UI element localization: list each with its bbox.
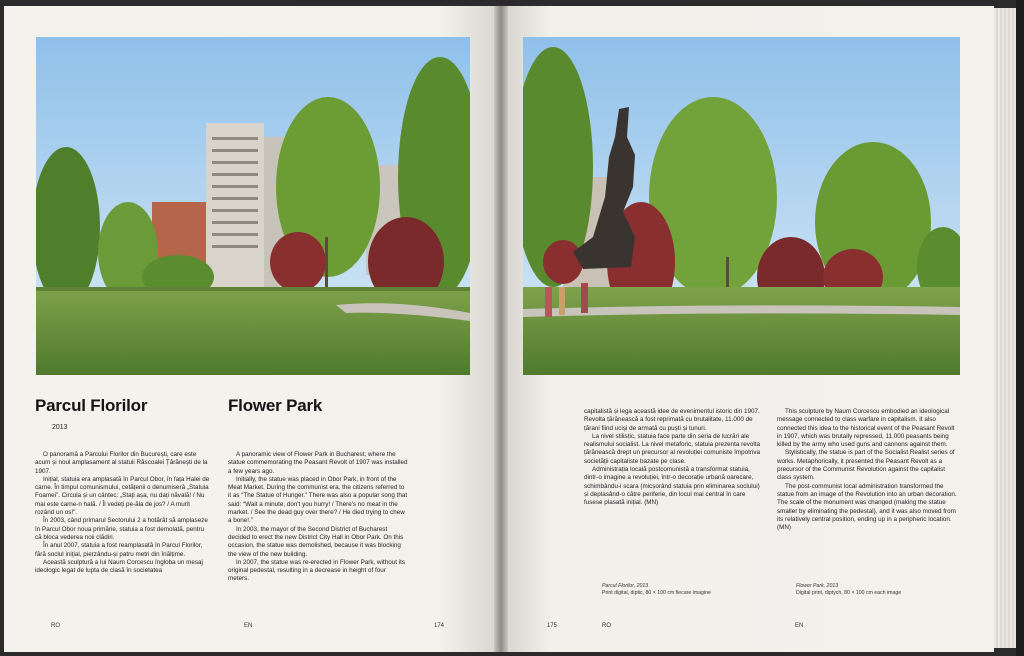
paragraph: Această sculptură a lui Naum Corcescu îngloba un mesaj ideologic legat de lupta de clasă în societatea <box>35 558 203 575</box>
park-photo-right <box>523 37 960 375</box>
title-en: Flower Park <box>228 396 323 415</box>
caption-en <box>796 583 946 596</box>
footer-ro-label: RO <box>602 623 611 629</box>
caption-ro <box>602 583 752 596</box>
paragraph: This sculpture by Naum Corcescu embodied an ideological message connected to class warfare in capitalism. It also connected this idea to the historical event of the Peasant Revolt in 1907, which was brutally repressed, 11.000 peasants being killed by the army who used guns and cannons against them. <box>777 408 955 449</box>
park-photo-left <box>36 37 470 375</box>
caption-title: Flower Park, 2013 <box>796 583 839 589</box>
paragraph: Stylistically, the statue is part of the Socialist Realist series of works. Metaphorically, it presented the Peasant Revolt as a precursor of the Communist Revolution against the capitalist class system. <box>777 449 955 482</box>
paragraph: Administrația locală postcomunistă a transformat statuia, dintr-o imagine a revoluției, într-o decorație urbană oarecare, schimbându-i scara (micșorând statuia prin eliminarea soclului) și deplasând-o către periferie, din locul mai central în care fusese plasată inițial. (MN) <box>584 466 760 507</box>
text-column-ro-right <box>584 408 762 508</box>
left-page <box>4 6 500 652</box>
book-cover-edge <box>1016 0 1024 656</box>
paragraph: În 2003, când primarul Sectorului 2 a hotărât să amplaseze în Parcul Obor noua primărie, statuia a fost demolată, pentru că bloca vederea noii clădiri. <box>35 517 208 541</box>
page-number-left: 174 <box>434 623 445 629</box>
text-column-en-right <box>777 408 957 532</box>
page-number-right: 175 <box>547 623 558 629</box>
right-page <box>502 6 994 652</box>
text-column-en-left <box>228 451 408 584</box>
footer-ro-label: RO <box>51 623 60 629</box>
caption-text: Print digital, diptic, 80 × 100 cm fiecare imagine <box>602 589 711 596</box>
text-column-ro-left <box>35 451 210 575</box>
paragraph: A panoramic view of Flower Park in Bucharest, where the statue commemorating the Peasant Revolt of 1907 was installed a few years ago. <box>228 451 408 475</box>
year-label: 2013 <box>52 424 68 431</box>
paragraph: In 2007, the statue was re-erected in Flower Park, without its original pedestal, resulting in a decrease in height of four meters. <box>228 558 406 583</box>
paragraph: capitalistă și lega această idee de evenimentul istoric din 1907. Revolta țărănească a fost reprimată cu brutalitate, 11.000 de țărani fiind uciși de armată cu puști și tunuri. <box>584 408 760 432</box>
paragraph: In 2003, the mayor of the Second District of Bucharest decided to erect the new District City Hall in Obor Park. On this occasion, the statue was demolished, because it was blocking the view of the new building. <box>228 525 404 558</box>
paragraph: Inițial, statuia era amplasată în Parcul Obor, în fața Halei de carne. În timpul comunismului, cetățenii o denumiseră „Statuia Foamei”. Circula și un cântec: „Stați așa, nu dați năvală! / Nu mai este carne-n hală. / Îl vedeți pe-ăla de jos? / A murit rozând un os!”. <box>35 475 210 517</box>
caption-text: Digital print, diptych, 80 × 100 cm each image <box>796 589 902 596</box>
paragraph: Initially, the statue was placed in Obor Park, in front of the Meat Market. During the communist era, the citizens referred to it as “The Statue of Hunger.” There was also a popular song that said: “Wait a minute, don't you hurry! / There's no meat in the market. / See the dead guy over there? / He died trying to chew a bone!.” <box>228 475 408 525</box>
footer-en-label: EN <box>244 623 253 629</box>
paragraph: O panoramă a Parcului Florilor din București, care este acum și noul amplasament al statuii Răscoalei Țărănești de la 1907. <box>35 451 208 475</box>
title-ro: Parcul Florilor <box>35 396 148 415</box>
paragraph: La nivel stilistic, statuia face parte din seria de lucrări ale realismului socialist. La nivel metaforic, statuia prezenta revolta țărănească drept un precursor al revoluției comuniste împotriva societății capitaliste bazate pe clase. <box>584 432 761 465</box>
book-gutter <box>494 6 508 652</box>
paragraph: The post-communist local administration transformed the statue from an image of the Revolution into an urban decoration. The scale of the monument was changed (making the statue smaller by eliminating the pedestal), and it was also moved from its relatively central position, ending up in a peripheric location. (MN) <box>777 482 957 532</box>
page-edges <box>994 8 1016 648</box>
caption-title: Parcul Florilor, 2013 <box>602 583 649 589</box>
paragraph: În anul 2007, statuia a fost reamplasată în Parcul Florilor, fără soclul inițial, pierzându-și patru metri din înălțime. <box>35 542 203 558</box>
footer-en-label: EN <box>795 623 804 629</box>
